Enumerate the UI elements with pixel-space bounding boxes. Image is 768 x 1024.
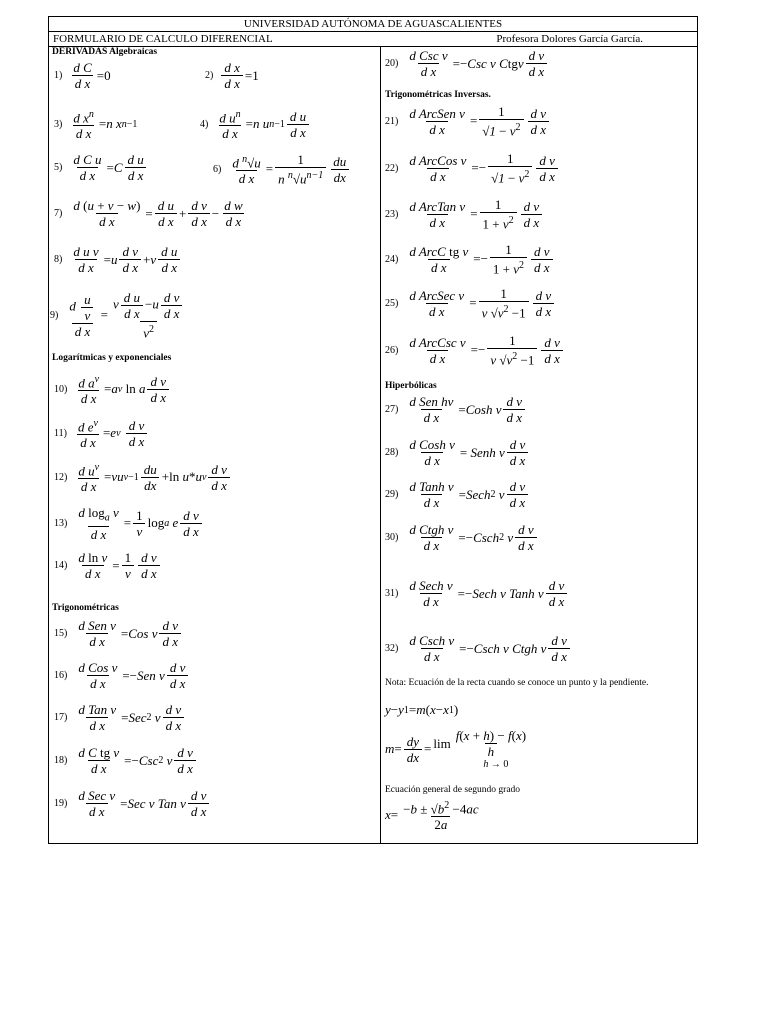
professor-name: Profesora Dolores García García. (496, 33, 643, 45)
formula-19: 19) d Sec v d x = Sec v Tan v $\frac{\text{d v}}{\text{d x}}$ (54, 788, 211, 819)
formula-27: 27) d Sen hv d x = Cosh v $\frac{\text{d v}}{\text{d x}}$ (385, 394, 527, 425)
formula-12: 12) $\frac{d u^v}{\text{d x}}$ = vu v−1 du dx +ln u * u v d v d x (54, 460, 232, 494)
formula-26: 26) d ArcCsc v d x =− $\frac{1}{v √v^2 -1}$ d v d x (385, 333, 565, 367)
formula-8: 8) $\frac{\text{d u v}}{\text{d x}}$ = u $\frac{\text{d v}}{\text{d x}}$ + v $\frac{\text{d u}}{\text{d x}}$ (54, 244, 182, 275)
formula-28: 28) d Cosh v d x = Senh v $\frac{\text{d v}}{\text{d x}}$ (385, 437, 530, 468)
university-header: UNIVERSIDAD AUTÓNOMA DE AGUASCALIENTES (49, 17, 697, 32)
derivative-limit-definition: m = $\frac{dy}{dx}$ = lim f(x + h) − f(x) h h → 0 (385, 728, 527, 770)
section-algebraic: DERIVADAS Algebraicas (52, 47, 158, 57)
formula-11: 11) $\frac{d e^v}{\text{d x}}$ = e v d v d x (54, 416, 149, 450)
formula-17: 17) d Tan v d x = Sec 2 v d v d x (54, 702, 186, 733)
formula-32: 32) d Csch v d x =− Csch v Ctgh v $\frac{\text{d v}}{\text{d x}}$ (385, 633, 572, 664)
formula-5: 5) $\frac{\text{d C u}}{\text{d x}}$ = C $\frac{\text{d u}}{\text{d x}}$ (54, 152, 149, 183)
formula-14: 14) $\frac{\text{d ln v}}{\text{d x}}$ = $\frac{1}{v}$ d v d x (54, 550, 162, 581)
formula-29: 29) d Tanh v d x = Sech 2 v d v d x (385, 479, 530, 510)
formula-16: 16) d Cos v d x =− Sen v $\frac{\text{d v}}{\text{d x}}$ (54, 660, 190, 691)
formula-22: 22) d ArcCos v d x =− $\frac{1}{√1 - v^2}$ d v d x (385, 151, 560, 185)
formula-31: 31) d Sech v d x =− Sech v Tanh v $\frac{\text{d v}}{\text{d x}}$ (385, 578, 569, 609)
column-divider (380, 46, 381, 843)
formula-1: 1) $\frac{\text{d C}}{\text{d x}}$ =0 (54, 60, 111, 91)
line-equation-note: Nota: Ecuación de la recta cuando se conoce un punto y la pendiente. (385, 678, 649, 688)
formula-30: 30) d Ctgh v d x =− Csch 2 v d v d x (385, 522, 539, 553)
formula-3: 3) $\frac{d x^n}{\text{d x}}$ = n x n−1 (54, 109, 138, 142)
formula-6: 6) $\frac{d ^n√u}{\text{d x}}$ = $\frac{1}{n ^n√u^{n-1}}$ du dx (213, 152, 351, 186)
formula-20: 20) d Csc v d x =− Csc v C tg v d v d x (385, 48, 549, 79)
formula-9: 9) d $\frac{u}{v}$ d x = v $\frac{\text{d u}}{\text{d x}}$ −u $\frac{\text{d v}}{\text{d x}}$ $v^2$ (50, 290, 189, 340)
formula-7: 7) $\frac{d (u + v - w)}{\text{d x}}$ = $\frac{\text{d u}}{\text{d x}}$ + $\frac{\text{d v}}{\text{d x}}$ − $\frac{\text{d w}}{\text{d x}}$ (54, 198, 243, 229)
formula-2: 2) $\frac{\text{d x}}{\text{d x}}$ =1 (205, 60, 259, 91)
quadratic-note: Ecuación general de segundo grado (385, 785, 521, 795)
section-hyperbolic: Hiperbólicas (385, 381, 437, 391)
formula-23: 23) d ArcTan v d x = $\frac{1}{1 + v^2}$ d v d x (385, 197, 544, 231)
formula-24: 24) d ArcC tg v d x =− $\frac{1}{1 + v^2}$ d v d x (385, 242, 555, 276)
section-inverse-trig: Trigonométricas Inversas. (385, 90, 491, 100)
point-slope-formula: y − y 1 = m ( x − x 1 ) (385, 702, 459, 717)
title-row (49, 32, 697, 47)
formula-4: 4) $\frac{d u^n}{\text{d x}}$ = n u n−1 d u d x (200, 107, 311, 141)
formula-13: 13) $\frac{d \log_a v}{\text{d x}}$ = $\frac{1}{v}$ log a e d v d x (54, 505, 204, 542)
formula-15: 15) d Sen v d x = Cos v $\frac{\text{d v}}{\text{d x}}$ (54, 618, 183, 649)
formula-21: 21) d ArcSen v d x = $\frac{1}{√1 - v^2}$ d v d x (385, 104, 551, 138)
section-log-exp: Logarítmicas y exponenciales (52, 353, 172, 363)
formula-10: 10) $\frac{d a^v}{\text{d x}}$ = a v ln a d v d x (54, 372, 171, 406)
sheet-title: FORMULARIO DE CALCULO DIFERENCIAL (53, 33, 273, 45)
quadratic-formula: x = $\frac{-b \pm √b^2 -4ac}{2a}$ (385, 800, 479, 833)
section-trig: Trigonométricas (52, 603, 119, 613)
formula-25: 25) d ArcSec v d x = $\frac{1}{v √v^2 -1}$ d v d x (385, 286, 556, 320)
formula-18: 18) $\frac{\text{d C tg v}}{\text{d x}}$ =− Csc 2 v d v d x (54, 745, 198, 776)
